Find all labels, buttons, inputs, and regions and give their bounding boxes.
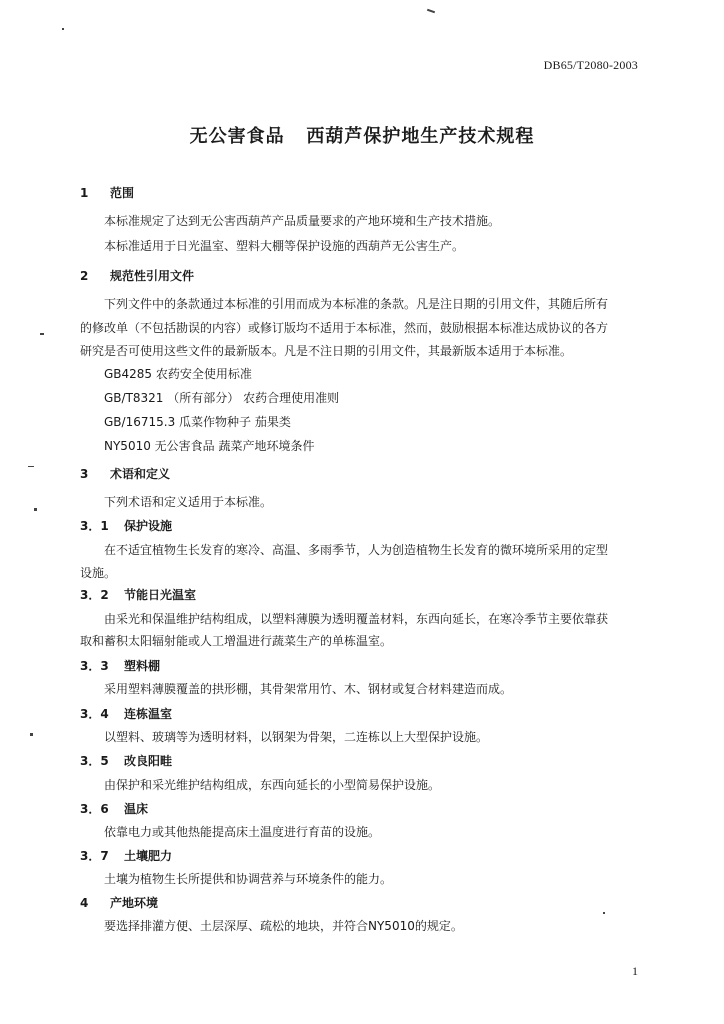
term-number: 3．1: [80, 519, 109, 533]
paragraph-line: 的修改单（不包括勘误的内容）或修订版均不适用于本标准，然而，鼓励根据本标准达成协议的各方: [80, 321, 609, 335]
term-title: 保护设施: [124, 519, 173, 533]
term-title: 改良阳畦: [124, 754, 173, 768]
reference-item: GB/T8321 （所有部分） 农药合理使用准则: [104, 391, 340, 405]
section-heading-normative-references: [80, 268, 194, 284]
section-title: 范围: [110, 186, 135, 200]
paragraph: 本标准规定了达到无公害西葫芦产品质量要求的产地环境和生产技术措施。: [104, 214, 501, 228]
page-number: 1: [632, 964, 638, 978]
section-heading-scope: [80, 185, 134, 201]
term-number: 3．2: [80, 588, 109, 602]
term-heading: [80, 848, 172, 864]
term-number: 3．4: [80, 707, 109, 721]
scan-artifact: [34, 508, 37, 511]
paragraph: 下列术语和定义适用于本标准。: [104, 495, 273, 509]
section-title: 术语和定义: [110, 467, 171, 481]
section-number: 1: [80, 186, 89, 200]
term-heading: [80, 753, 172, 769]
section-heading-environment: [80, 895, 158, 911]
term-heading: [80, 518, 172, 534]
term-title: 温床: [124, 802, 149, 816]
paragraph: 本标准适用于日光温室、塑料大棚等保护设施的西葫芦无公害生产。: [104, 239, 465, 253]
term-definition-line: 由采光和保温维护结构组成，以塑料薄膜为透明覆盖材料，东西向延长，在寒冷季节主要依靠获: [104, 612, 609, 626]
section-title: 规范性引用文件: [110, 269, 195, 283]
term-definition-line: 以塑料、玻璃等为透明材料，以钢架为骨架，二连栋以上大型保护设施。: [104, 730, 489, 744]
term-title: 连栋温室: [124, 707, 173, 721]
term-number: 3．6: [80, 802, 109, 816]
term-number: 3．3: [80, 659, 109, 673]
scan-artifact: [427, 9, 435, 14]
term-number: 3．5: [80, 754, 109, 768]
term-number: 3．7: [80, 849, 109, 863]
term-definition-line: 取和蓄积太阳辐射能或人工增温进行蔬菜生产的单栋温室。: [80, 634, 393, 648]
reference-item: NY5010 无公害食品 蔬菜产地环境条件: [104, 439, 315, 453]
scan-artifact: [30, 733, 33, 736]
scan-artifact: [40, 333, 44, 335]
reference-item: GB4285 农药安全使用标准: [104, 367, 252, 381]
scan-artifact: [603, 912, 605, 914]
term-definition-line: 在不适宜植物生长发育的寒冷、高温、多雨季节，人为创造植物生长发育的微环境所采用的定型: [104, 543, 609, 557]
scan-artifact: [28, 466, 34, 467]
section-number: 2: [80, 269, 89, 283]
term-heading: [80, 706, 172, 722]
paragraph-line: 下列文件中的条款通过本标准的引用而成为本标准的条款。凡是注日期的引用文件，其随后所有: [104, 297, 609, 311]
paragraph: 要选择排灌方便、土层深厚、疏松的地块，并符合NY5010的规定。: [104, 919, 463, 933]
section-heading-terms: [80, 466, 170, 482]
term-definition-line: 土壤为植物生长所提供和协调营养与环境条件的能力。: [104, 872, 393, 886]
term-title: 塑料棚: [124, 659, 161, 673]
paragraph-line: 研究是否可使用这些文件的最新版本。凡是不注日期的引用文件，其最新版本适用于本标准。: [80, 344, 573, 358]
section-title: 产地环境: [110, 896, 159, 910]
term-heading: [80, 658, 160, 674]
section-number: 4: [80, 896, 89, 910]
term-definition-line: 设施。: [80, 566, 117, 580]
reference-item: GB/16715.3 瓜菜作物种子 茄果类: [104, 415, 291, 429]
scan-artifact: [62, 28, 64, 30]
term-definition-line: 由保护和采光维护结构组成，东西向延长的小型简易保护设施。: [104, 778, 441, 792]
term-title: 土壤肥力: [124, 849, 173, 863]
term-title: 节能日光温室: [124, 588, 197, 602]
document-title: 无公害食品 西葫芦保护地生产技术规程: [189, 126, 535, 147]
section-number: 3: [80, 467, 89, 481]
standard-code: DB65/T2080-2003: [543, 58, 638, 72]
term-definition-line: 采用塑料薄膜覆盖的拱形棚，其骨架常用竹、木、钢材或复合材料建造而成。: [104, 682, 513, 696]
term-heading: [80, 587, 196, 603]
term-heading: [80, 801, 148, 817]
term-definition-line: 依靠电力或其他热能提高床土温度进行育苗的设施。: [104, 825, 381, 839]
